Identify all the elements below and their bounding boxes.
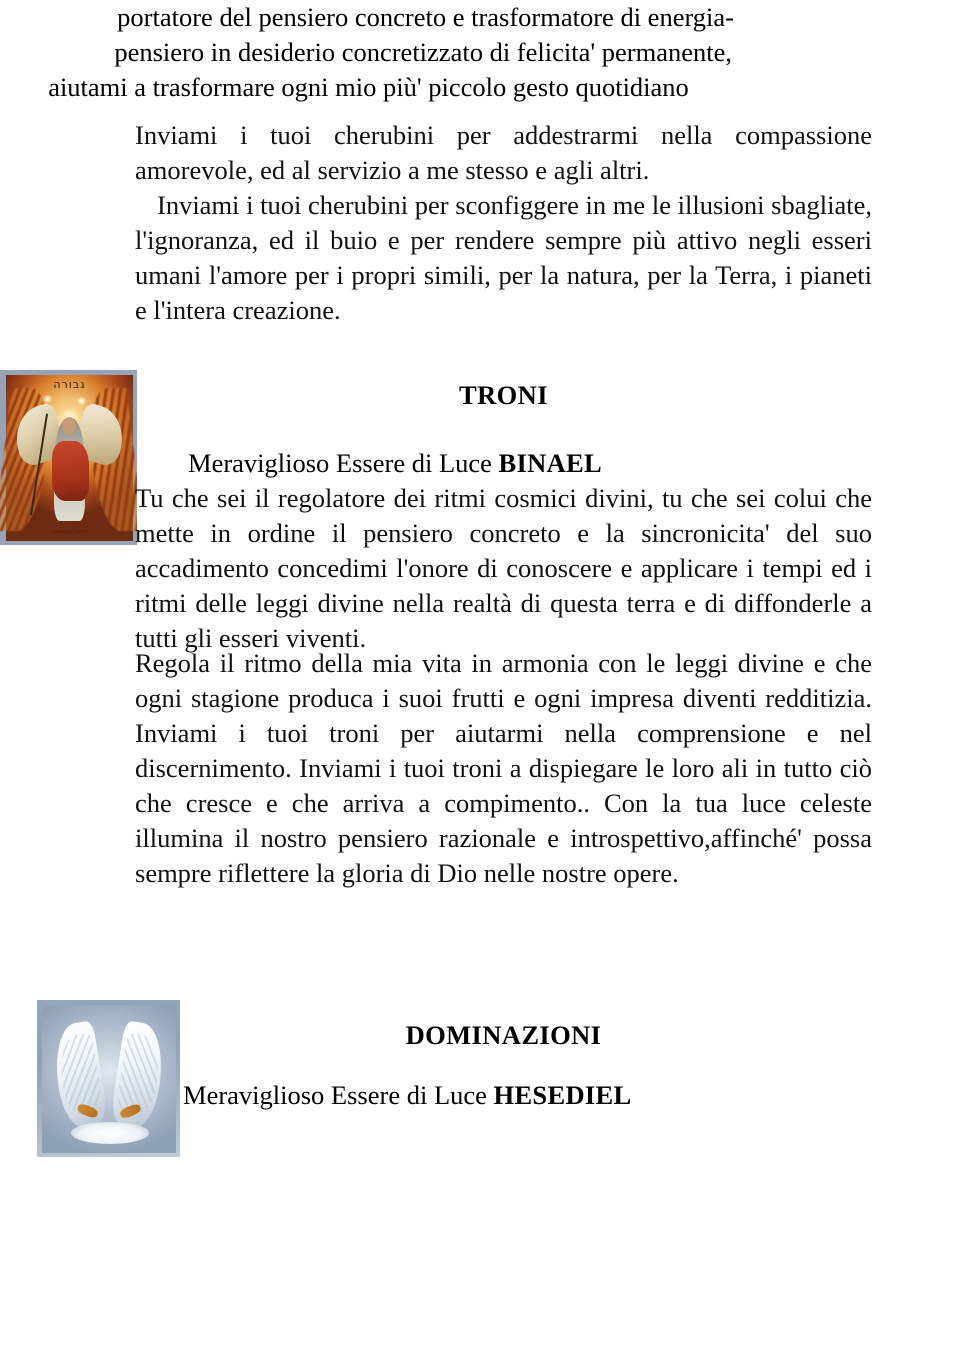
- troni-body-paragraph-1: [135, 481, 872, 656]
- dominazioni-body-line: pensiero in desiderio concretizzato di felicita' permanente,: [114, 37, 732, 67]
- cloud-decoration: [71, 1122, 149, 1144]
- dominazioni-lede-line: [135, 1078, 920, 1113]
- dominazioni-lede-prefix: Meraviglioso Essere di Luce: [183, 1080, 494, 1110]
- intro-paragraph-1: Inviami i tuoi cherubini per addestrarmi nella compassione amorevole, ed al servizio a me stesso e agli altri.: [135, 120, 872, 185]
- troni-angel-name: BINAEL: [498, 448, 602, 478]
- dominazioni-heading: DOMINAZIONI: [405, 1020, 602, 1050]
- intro-text-block: [135, 118, 872, 328]
- troni-image-caption: Archangel Gabriel: [50, 530, 89, 536]
- troni-lede-line: [135, 446, 925, 481]
- troni-body-text-1: Tu che sei il regolatore dei ritmi cosmici divini, tu che sei colui che mette in ordine il pensiero concreto e la sincronicita' del suo accadimento concedimi l'onore di conoscere e applicare i tempi ed i ritmi delle leggi divine nella realtà di questa terra e di diffonderle a tutti gli esseri viventi.: [135, 483, 872, 653]
- troni-body-paragraph-2: [135, 646, 872, 891]
- dominazioni-angel-name: HESEDIEL: [493, 1080, 632, 1110]
- dominazioni-body-line: aiutami a trasformare ogni mio più' piccolo gesto quotidiano: [48, 72, 689, 102]
- troni-heading: TRONI: [459, 380, 548, 410]
- light-orb-icon: [43, 395, 52, 403]
- dominazioni-body-paragraph: [0, 0, 737, 105]
- angel-robe: [52, 441, 89, 501]
- troni-image-frame: [6, 375, 133, 541]
- troni-angel-image: [0, 370, 137, 545]
- troni-lede-prefix: Meraviglioso Essere di Luce: [188, 448, 499, 478]
- hebrew-glyph-geburah: גבורה: [53, 378, 86, 392]
- angel-body: [93, 1089, 127, 1122]
- angel-head: [62, 417, 76, 435]
- intro-paragraph-2: Inviami i tuoi cherubini per sconfiggere in me le illusioni sbagliate, l'ignoranza, ed il buio e per rendere sempre più attivo negli esseri umani l'amore per i propri simili, per la natura, per la Terra, i pianeti e l'intera creazione.: [135, 190, 872, 325]
- dominazioni-body-line: portatore del pensiero concreto e trasformatore di energia-: [117, 2, 734, 32]
- light-orb-icon: [77, 397, 86, 405]
- troni-body-text-2: Regola il ritmo della mia vita in armonia con le leggi divine e che ogni stagione produca i suoi frutti e ogni impresa diventi redditizia. Inviami i tuoi troni per aiutarmi nella comprensione e nel discernimento. Inviami i tuoi troni a dispiegare le loro ali in tutto ciò che cresce e che arriva a compimento.. Con la tua luce celeste illumina il nostro pensiero razionale e introspettivo,affinché' possa sempre riflettere la gloria di Dio nelle nostre opere.: [135, 648, 872, 888]
